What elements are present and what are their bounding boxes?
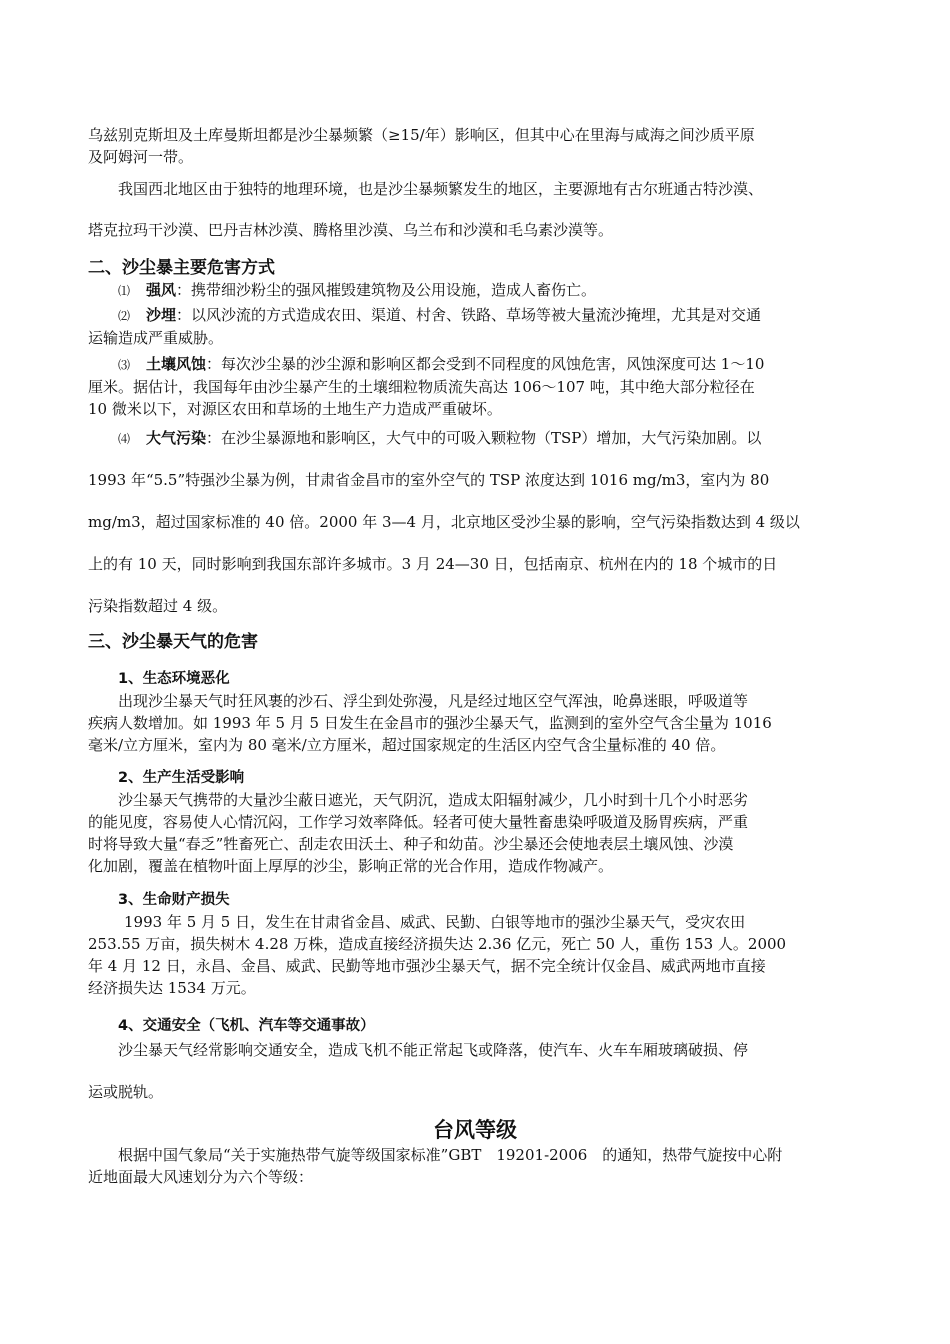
text-line: 塔克拉玛干沙漠、巴丹吉林沙漠、腾格里沙漠、乌兰布和沙漠和毛乌素沙漠等。 — [88, 221, 614, 239]
item-term: 强风 — [146, 281, 177, 299]
intro-paragraph-2-cont — [88, 219, 868, 241]
intro-paragraph-2 — [88, 178, 868, 200]
text-line: 沙尘暴天气经常影响交通安全，造成飞机不能正常起飞或降落，使汽车、火车车厢玻璃破损、停 — [118, 1041, 749, 1059]
text-line: 经济损失达 1534 万元。 — [88, 979, 256, 997]
text-line: 运或脱轨。 — [88, 1083, 164, 1101]
item-number: ⑶ — [118, 358, 131, 372]
page-title: 台风等级 — [433, 1118, 517, 1142]
text-line: 沙尘暴天气携带的大量沙尘蔽日遮光，天气阴沉，造成太阳辐射减少，几小时到十几个小时恶劣 — [118, 791, 749, 809]
text-line: ：携带细沙粉尘的强风摧毁建筑物及公用设施，造成人畜伤亡。 — [176, 281, 597, 299]
item-term: 大气污染 — [146, 429, 207, 447]
subsection-heading: 1、生态环境恶化 — [118, 671, 230, 687]
item-term: 沙埋 — [146, 306, 177, 324]
paragraph — [88, 690, 868, 756]
text-line: 10 微米以下，对源区农田和草场的土地生产力造成严重破坏。 — [88, 400, 502, 418]
text-line: 乌兹别克斯坦及土库曼斯坦都是沙尘暴频繁（≥15/年）影响区，但其中心在里海与咸海之间沙质平原 — [88, 126, 755, 144]
text-line: 1993 年 5 月 5 日，发生在甘肃省金昌、威武、民勤、白银等地市的强沙尘暴天气，受灾农田 — [124, 913, 746, 931]
text-line: 及阿姆河一带。 — [88, 148, 194, 166]
text-line: 的能见度，容易使人心情沉闷，工作学习效率降低。轻者可使大量牲畜患染呼吸道及肠胃疾病，严重 — [88, 813, 749, 831]
paragraph — [88, 1039, 868, 1061]
intro-paragraph — [88, 124, 868, 168]
item-number: ⑵ — [118, 309, 131, 323]
text-line: 253.55 万亩，损失树木 4.28 万株，造成直接经济损失达 2.36 亿元，死亡 50 人，重伤 153 人。2000 — [88, 935, 787, 953]
hazard-item — [118, 279, 878, 302]
text-line: 出现沙尘暴天气时狂风裹的沙石、浮尘到处弥漫，凡是经过地区空气浑浊，呛鼻迷眼，呼吸道等 — [118, 692, 749, 710]
paragraph — [88, 789, 868, 877]
text-line: 我国西北地区由于独特的地理环境，也是沙尘暴频繁发生的地区，主要源地有古尔班通古特沙漠、 — [118, 180, 764, 198]
subsection-heading: 3、生命财产损失 — [118, 892, 230, 908]
text-line: 污染指数超过 4 级。 — [88, 597, 228, 615]
text-line: ：每次沙尘暴的沙尘源和影响区都会受到不同程度的风蚀危害，风蚀深度可达 1～10 — [206, 355, 765, 373]
item-number: ⑴ — [118, 284, 131, 298]
text-line: 年 4 月 12 日，永昌、金昌、威武、民勤等地市强沙尘暴天气，据不完全统计仅金昌、威武两地市直接 — [88, 957, 766, 975]
paragraph — [88, 911, 868, 999]
text-line: ：在沙尘暴源地和影响区，大气中的可吸入颗粒物（TSP）增加，大气污染加剧。以 — [206, 429, 762, 447]
text-line: mg/m3，超过国家标准的 40 倍。2000 年 3—4 月，北京地区受沙尘暴的影响，空气污染指数达到 4 级以 — [88, 513, 800, 531]
text-line: ：以风沙流的方式造成农田、渠道、村舍、铁路、草场等被大量流沙掩埋，尤其是对交通 — [176, 306, 762, 324]
hazard-item — [88, 304, 868, 349]
text-line: 根据中国气象局“关于实施热带气旋等级国家标准”GBT 19201-2006 的通知，热带气旋按中心附 — [118, 1146, 783, 1164]
item-number: ⑷ — [118, 432, 131, 446]
hazard-item — [88, 427, 868, 450]
subsection-heading: 2、生产生活受影响 — [118, 770, 245, 786]
text-line: 1993 年“5.5”特强沙尘暴为例，甘肃省金昌市的室外空气的 TSP 浓度达到 1016 mg/m3，室内为 80 — [88, 471, 770, 489]
text-line: 厘米。据估计，我国每年由沙尘暴产生的土壤细粒物质流失高达 106～107 吨，其中绝大部分粒径在 — [88, 378, 755, 396]
paragraph — [88, 1144, 868, 1188]
text-line: 上的有 10 天，同时影响到我国东部许多城市。3 月 24—30 日，包括南京、杭州在内的 18 个城市的日 — [88, 555, 778, 573]
text-line: 运输造成严重威胁。 — [88, 329, 224, 347]
text-line: 毫米/立方厘米，室内为 80 毫米/立方厘米，超过国家规定的生活区内空气含尘量标准的 40 倍。 — [88, 736, 726, 754]
hazard-item — [88, 353, 868, 420]
section-heading: 二、沙尘暴主要危害方式 — [88, 258, 275, 278]
text-line: 化加剧，覆盖在植物叶面上厚厚的沙尘，影响正常的光合作用，造成作物减产。 — [88, 857, 614, 875]
section-heading: 三、沙尘暴天气的危害 — [88, 632, 258, 652]
subsection-heading: 4、交通安全（飞机、汽车等交通事故） — [118, 1018, 375, 1034]
text-line: 时将导致大量“春乏”牲畜死亡、刮走农田沃土、种子和幼苗。沙尘暴还会使地表层土壤风蚀、沙漠 — [88, 835, 734, 853]
item-term: 土壤风蚀 — [146, 355, 207, 373]
text-line: 疾病人数增加。如 1993 年 5 月 5 日发生在金昌市的强沙尘暴天气，监测到的室外空气含尘量为 1016 — [88, 714, 772, 732]
text-line: 近地面最大风速划分为六个等级： — [88, 1168, 314, 1186]
